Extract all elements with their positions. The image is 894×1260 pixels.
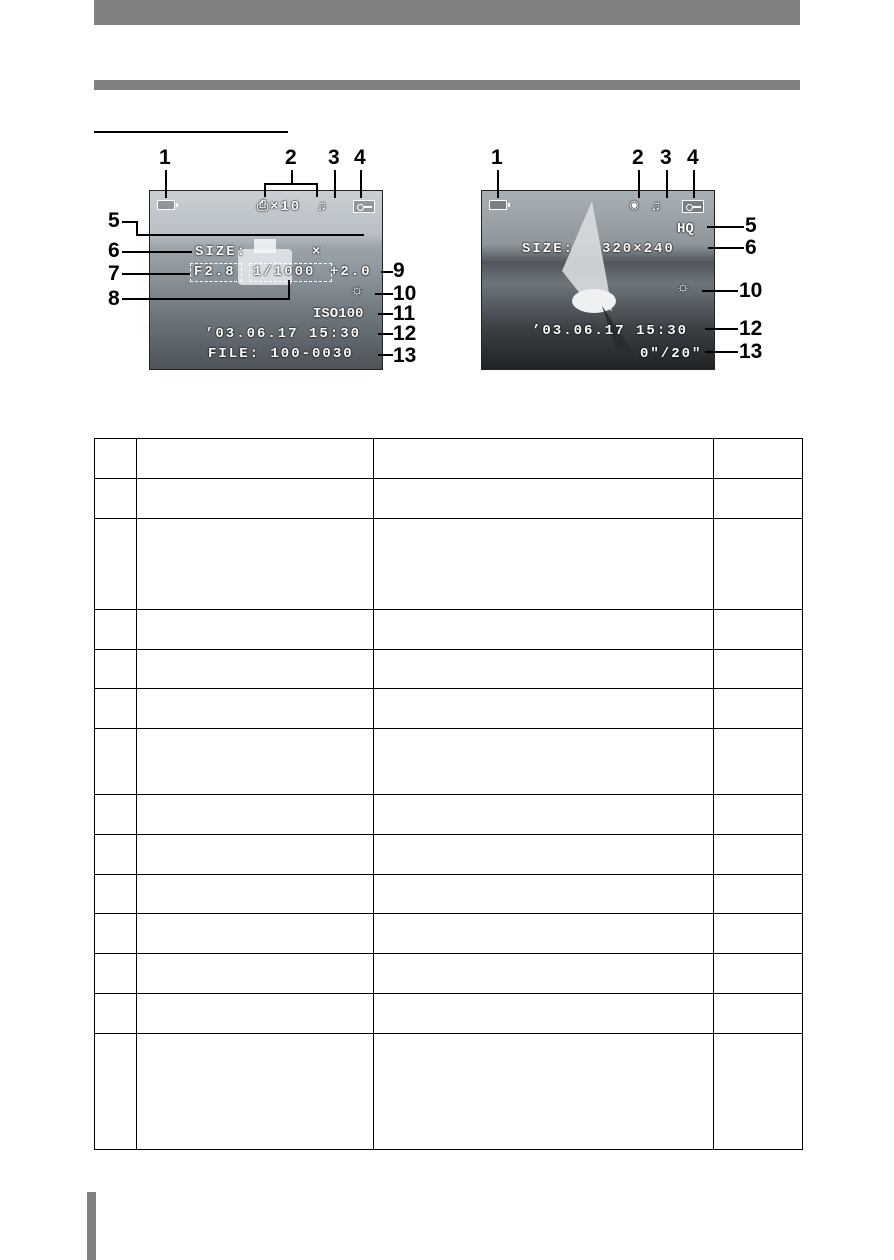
leader-12	[378, 333, 393, 335]
table-row	[95, 479, 803, 519]
time-counter: 0"/20"	[640, 346, 703, 362]
table-row	[95, 729, 803, 795]
bracket-2-left	[264, 183, 266, 197]
leader-13	[705, 351, 738, 353]
battery-icon	[489, 200, 507, 210]
size-label: SIZE:	[522, 241, 575, 257]
callout-6: 6	[745, 236, 757, 259]
file-number: FILE: 100-0030	[208, 346, 354, 362]
size-label: SIZE:	[195, 244, 248, 260]
shutter-value: 1/1000	[253, 264, 316, 280]
protect-icon	[353, 200, 375, 213]
boat-cabin	[254, 239, 276, 253]
table-row	[95, 1034, 803, 1150]
callout-5: 5	[108, 209, 120, 232]
table-row	[95, 795, 803, 835]
table-header-row	[95, 439, 803, 479]
callout-2: 2	[632, 146, 644, 169]
white-balance-icon: ☼	[678, 279, 691, 298]
leader-7	[122, 273, 190, 275]
leader-11	[378, 313, 393, 315]
datetime-value: ’03.06.17 15:30	[532, 323, 689, 339]
leader-9	[381, 271, 393, 273]
callout-4: 4	[687, 146, 699, 169]
callout-3: 3	[660, 146, 672, 169]
print-reservation: ×10	[270, 199, 302, 215]
callout-8: 8	[108, 287, 120, 310]
table-row	[95, 610, 803, 650]
callout-9: 9	[393, 259, 405, 282]
section-bar	[94, 80, 800, 90]
bracket-2-right	[316, 183, 318, 197]
datetime-value: ’03.06.17 15:30	[205, 326, 362, 342]
leader-2	[291, 170, 293, 184]
leader-3	[334, 170, 336, 198]
callout-3: 3	[328, 146, 340, 169]
white-balance-icon: ☼	[352, 282, 365, 301]
table-row	[95, 875, 803, 914]
size-value: 320×240	[602, 241, 675, 257]
callout-5: 5	[745, 214, 757, 237]
callout-6: 6	[108, 239, 120, 262]
table-row	[95, 650, 803, 689]
callout-12: 12	[393, 322, 417, 345]
leader-4	[360, 170, 362, 198]
movie-screen	[481, 190, 715, 370]
callout-1: 1	[491, 146, 503, 169]
callout-13: 13	[739, 340, 763, 363]
leader-6	[122, 251, 192, 253]
leader-4	[693, 170, 695, 198]
leader-8-h	[122, 298, 290, 300]
leader-8-v	[288, 280, 290, 300]
table-row	[95, 519, 803, 610]
sound-icon: ♫	[652, 199, 662, 214]
table-row	[95, 954, 803, 994]
exposure-value: +2.0	[330, 264, 372, 280]
aperture-value: F2.8	[194, 264, 236, 280]
callout-1: 1	[159, 146, 171, 169]
table-row	[95, 835, 803, 875]
protect-icon	[682, 200, 704, 213]
table-row	[95, 914, 803, 954]
sound-icon: ♫	[318, 199, 328, 214]
leader-5-h2	[136, 234, 364, 236]
size-value: ×	[312, 244, 323, 260]
leader-2	[638, 170, 640, 198]
callout-4: 4	[354, 146, 366, 169]
info-table	[94, 438, 803, 1150]
leader-3	[666, 170, 668, 198]
movie-icon: ◉	[630, 198, 641, 214]
table-row	[95, 689, 803, 729]
page-edge-bar	[87, 1192, 96, 1260]
battery-icon	[157, 200, 175, 210]
callout-7: 7	[108, 262, 120, 285]
leader-12	[705, 328, 738, 330]
leader-1	[165, 170, 167, 198]
quality-value: HQ	[677, 221, 694, 237]
leader-13	[378, 354, 393, 356]
callout-13: 13	[393, 344, 417, 367]
callout-10: 10	[393, 282, 417, 305]
leader-10	[702, 290, 738, 292]
callout-11: 11	[393, 302, 416, 325]
leader-1	[497, 170, 499, 198]
header-bar	[94, 0, 800, 25]
still-image-screen	[149, 190, 383, 370]
leader-10	[375, 293, 393, 295]
subheading-rule	[94, 131, 288, 133]
leader-6	[708, 247, 744, 249]
callout-12: 12	[739, 317, 763, 340]
callout-2: 2	[285, 146, 297, 169]
bracket-2	[264, 183, 318, 185]
print-icon: ⎙	[257, 199, 271, 215]
leader-5	[707, 226, 744, 228]
table-row	[95, 994, 803, 1034]
iso-value: ISO100	[313, 306, 364, 322]
callout-10: 10	[739, 279, 763, 302]
